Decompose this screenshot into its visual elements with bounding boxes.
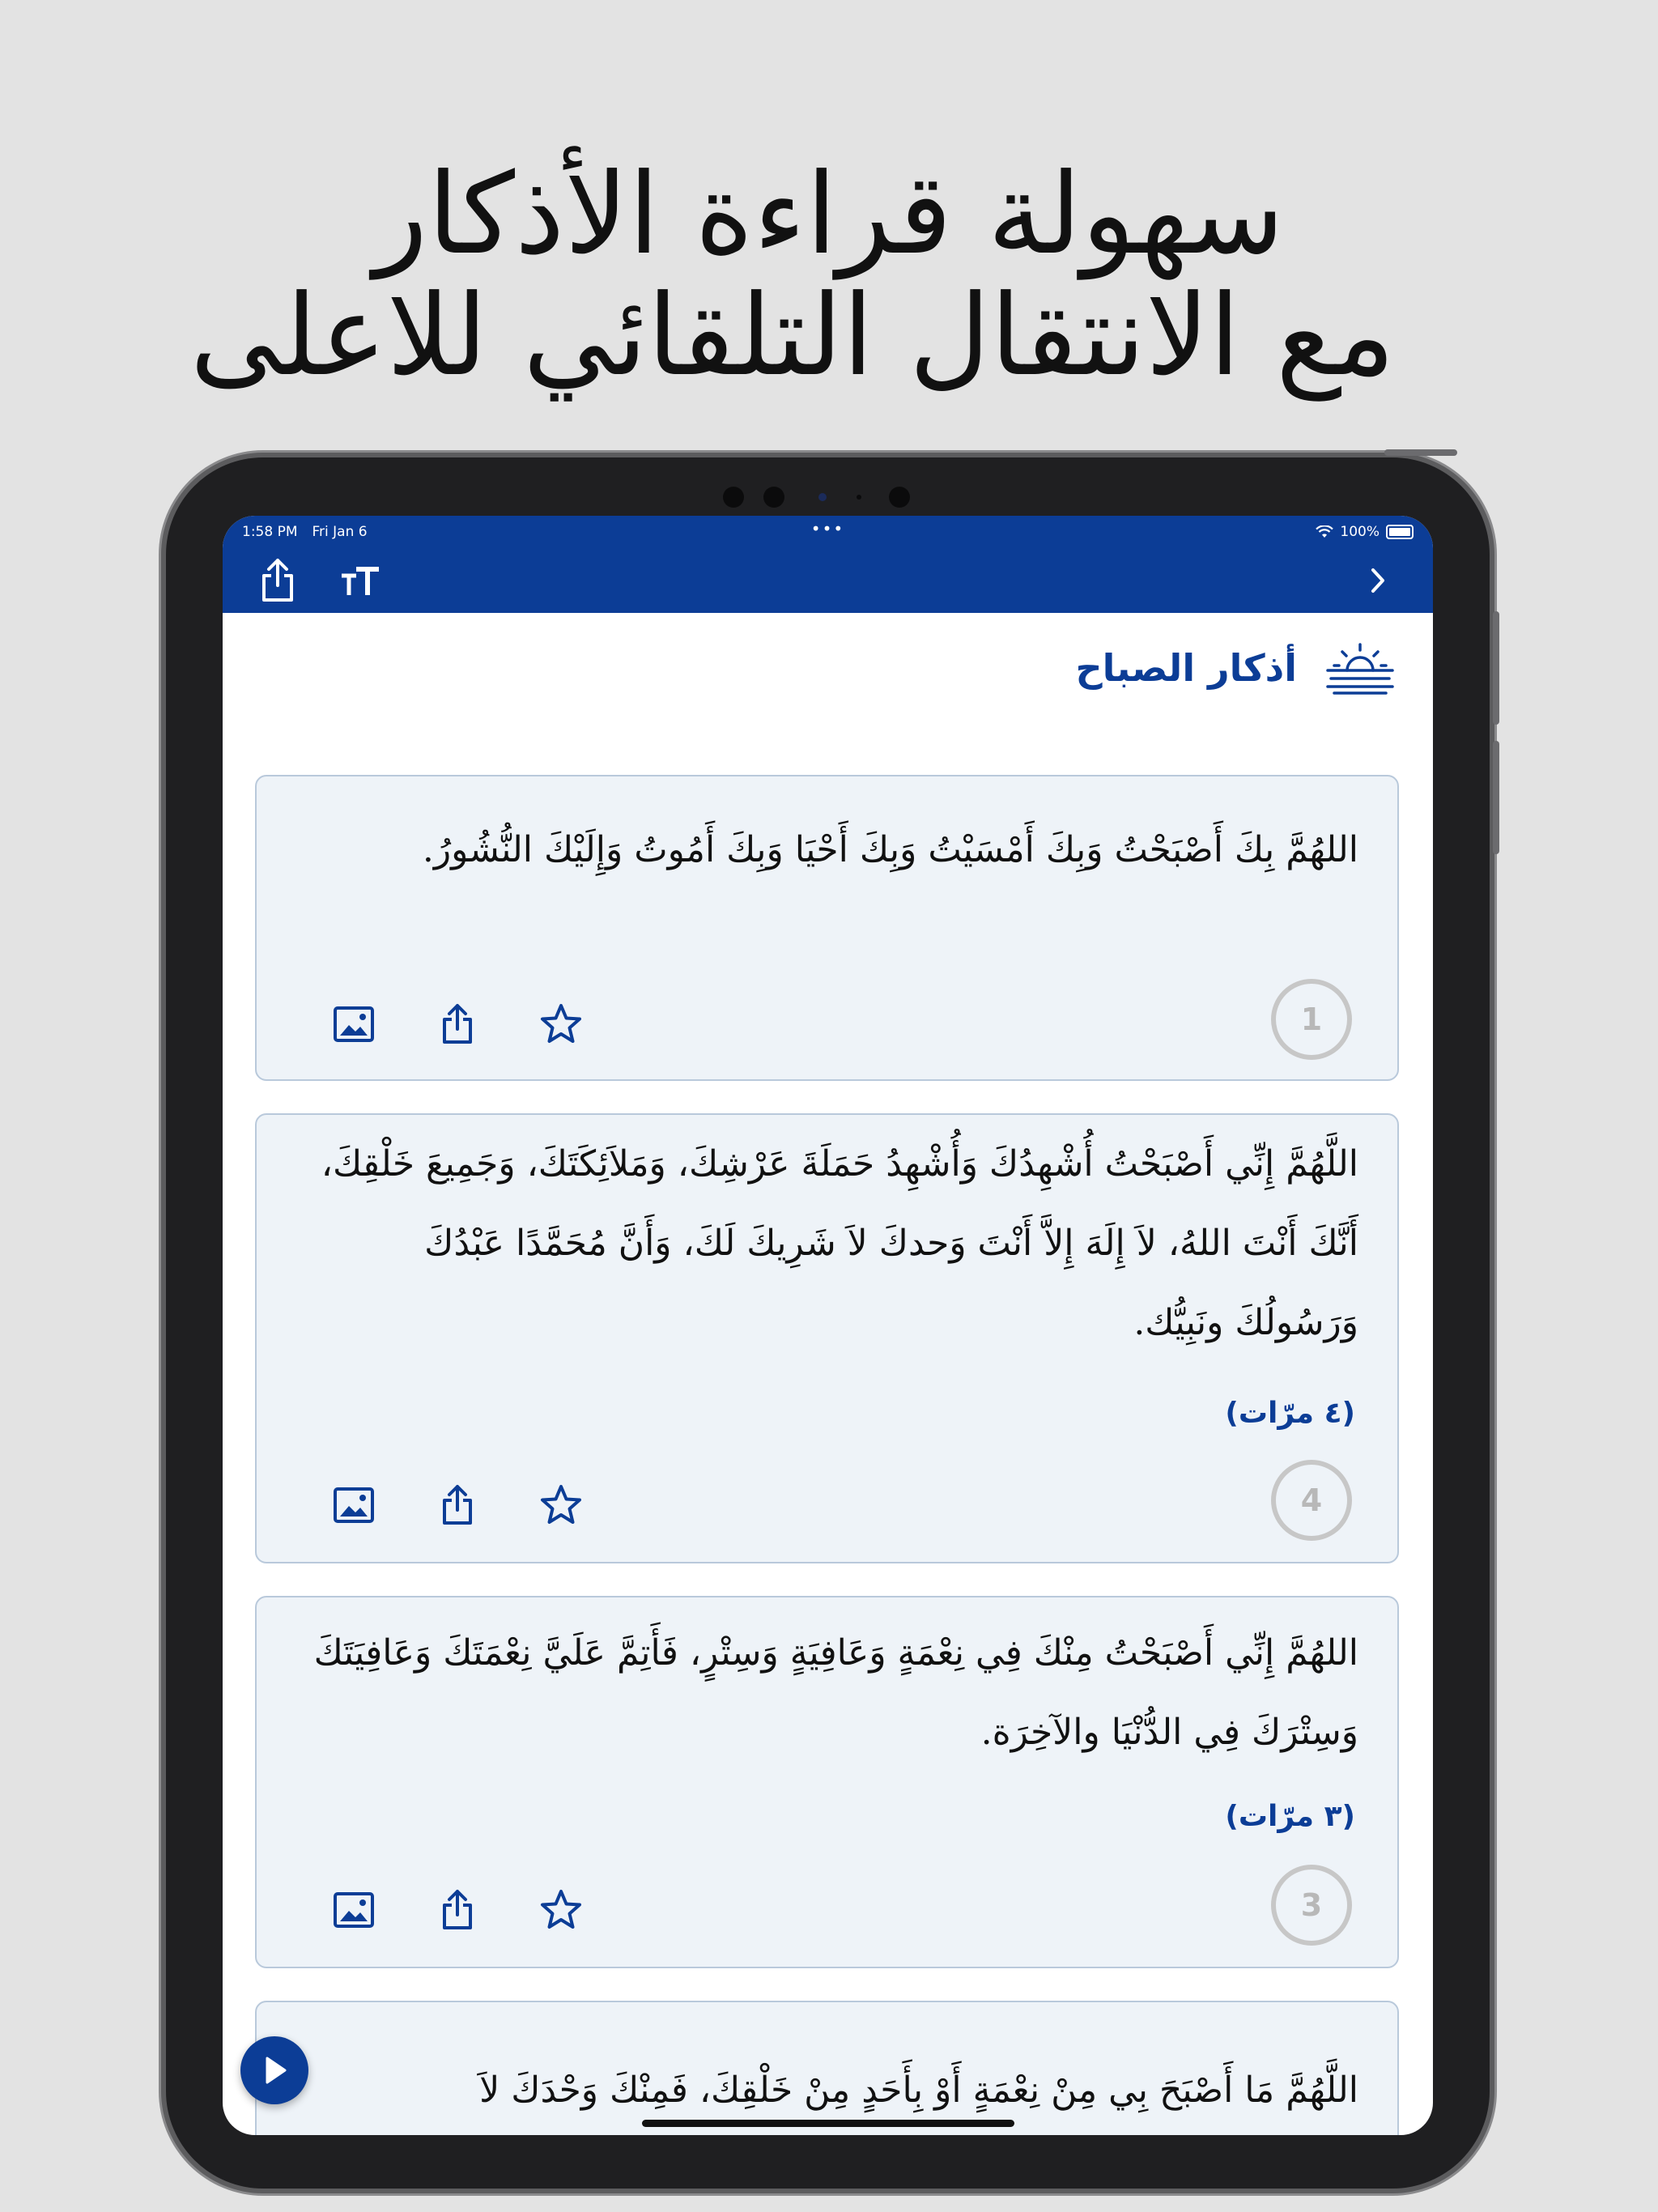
repeat-count-label: (٣ مرّات) — [1225, 1800, 1355, 1833]
star-icon — [538, 1483, 584, 1527]
wifi-icon — [1316, 525, 1333, 538]
favorite-button[interactable] — [537, 1000, 585, 1049]
battery-percent: 100% — [1340, 524, 1380, 540]
camera-sensors — [723, 485, 933, 509]
card-share-button[interactable] — [433, 1886, 482, 1934]
card-actions — [329, 1886, 640, 1934]
sunrise-icon — [1326, 641, 1394, 695]
battery-icon — [1386, 525, 1414, 539]
dhikr-text: اللَّهُمَّ مَا أَصْبَحَ بِي مِنْ نِعْمَةٍ أَوْ بِأَحَدٍ مِنْ خَلْقِكَ، فَمِنْكَ وَحْدَكَ لاَ — [479, 2069, 1358, 2111]
power-button — [1384, 449, 1457, 456]
status-date: Fri Jan 6 — [312, 524, 368, 540]
dhikr-card-3 — [255, 1596, 1399, 1968]
multitasking-dots[interactable]: ••• — [810, 519, 845, 538]
moon-icon — [425, 560, 461, 601]
counter-button[interactable]: 4 — [1271, 1460, 1352, 1541]
play-icon — [261, 2055, 288, 2086]
image-icon — [333, 1891, 375, 1929]
forward-button[interactable] — [1354, 556, 1402, 605]
repeat-count-label: (٤ مرّات) — [1225, 1397, 1355, 1430]
image-button[interactable] — [329, 1886, 378, 1934]
dhikr-card-2 — [255, 1113, 1399, 1563]
counter-button[interactable]: 3 — [1271, 1865, 1352, 1946]
card-share-button[interactable] — [433, 1481, 482, 1529]
dhikr-text: اللهُمَّ إِنِّي أَصْبَحْتُ مِنْكَ فِي نِعْمَةٍ وَعَافِيَةٍ وَسِتْرٍ، فَأَتِمَّ عَلَيَّ نِعْمَتَكَ وَعَافِيَتَكَ وَسِتْرَكَ فِي الدُّنْيَا والآخِرَة. — [313, 1632, 1358, 1753]
share-icon — [440, 1484, 474, 1526]
section-title: أذكار الصباح — [1075, 646, 1297, 690]
dhikr-text: اللهُمَّ بِكَ أَصْبَحْتُ وَبِكَ أَمْسَيْتُ وَبِكَ أَحْيَا وَبِكَ أَمُوتُ وَإِلَيْكَ النُّشُورُ. — [422, 829, 1358, 870]
card-share-button[interactable] — [433, 1000, 482, 1049]
image-icon — [333, 1487, 375, 1524]
headline-line-1: سهولة قراءة الأذكار — [373, 149, 1285, 279]
favorite-button[interactable] — [537, 1481, 585, 1529]
status-time: 1:58 PM — [242, 524, 298, 540]
status-bar — [223, 516, 1433, 548]
share-icon — [440, 1889, 474, 1931]
ipad-device-frame — [166, 457, 1490, 2189]
image-icon — [333, 1006, 375, 1043]
content-area[interactable] — [223, 613, 1433, 2135]
star-icon — [538, 1002, 584, 1046]
chevron-right-icon — [1369, 567, 1387, 594]
dhikr-card-1 — [255, 775, 1399, 1081]
promo-headline — [0, 149, 1658, 401]
volume-down-button — [1493, 741, 1499, 854]
text-size-icon — [340, 564, 380, 597]
volume-up-button — [1493, 611, 1499, 725]
card-actions — [329, 1481, 640, 1529]
card-actions — [329, 1000, 640, 1049]
section-header — [1076, 641, 1394, 695]
play-button[interactable] — [240, 2036, 308, 2104]
image-button[interactable] — [329, 1000, 378, 1049]
share-icon — [440, 1003, 474, 1045]
text-size-button[interactable] — [336, 556, 385, 605]
dhikr-card-4 — [255, 2001, 1399, 2135]
headline-line-2: مع الانتقال التلقائي للاعلى — [189, 270, 1396, 401]
counter-button[interactable]: 1 — [1271, 979, 1352, 1060]
home-indicator[interactable] — [642, 2120, 1014, 2127]
image-button[interactable] — [329, 1481, 378, 1529]
app-screen — [223, 516, 1433, 2135]
share-button[interactable] — [253, 556, 302, 605]
toolbar — [223, 548, 1433, 613]
star-icon — [538, 1888, 584, 1932]
night-mode-button[interactable] — [419, 556, 467, 605]
dhikr-text: اللَّهُمَّ إِنِّي أَصْبَحْتُ أُشْهِدُكَ وَأُشْهِدُ حَمَلَةَ عَرْشِكَ، وَمَلاَئِكَتَكَ، وَجَمِيعَ خَلْقِكَ، أَنَّكَ أَنْتَ اللهُ، لاَ إِلَهَ إِلاَّ أَنْتَ وَحدكَ لاَ شَرِيكَ لَكَ، وَأَنَّ مُحَمَّدًا عَبْدُكَ وَرَسُولُكَ ونَبِيُّك. — [321, 1143, 1358, 1343]
share-icon — [259, 558, 296, 603]
favorite-button[interactable] — [537, 1886, 585, 1934]
